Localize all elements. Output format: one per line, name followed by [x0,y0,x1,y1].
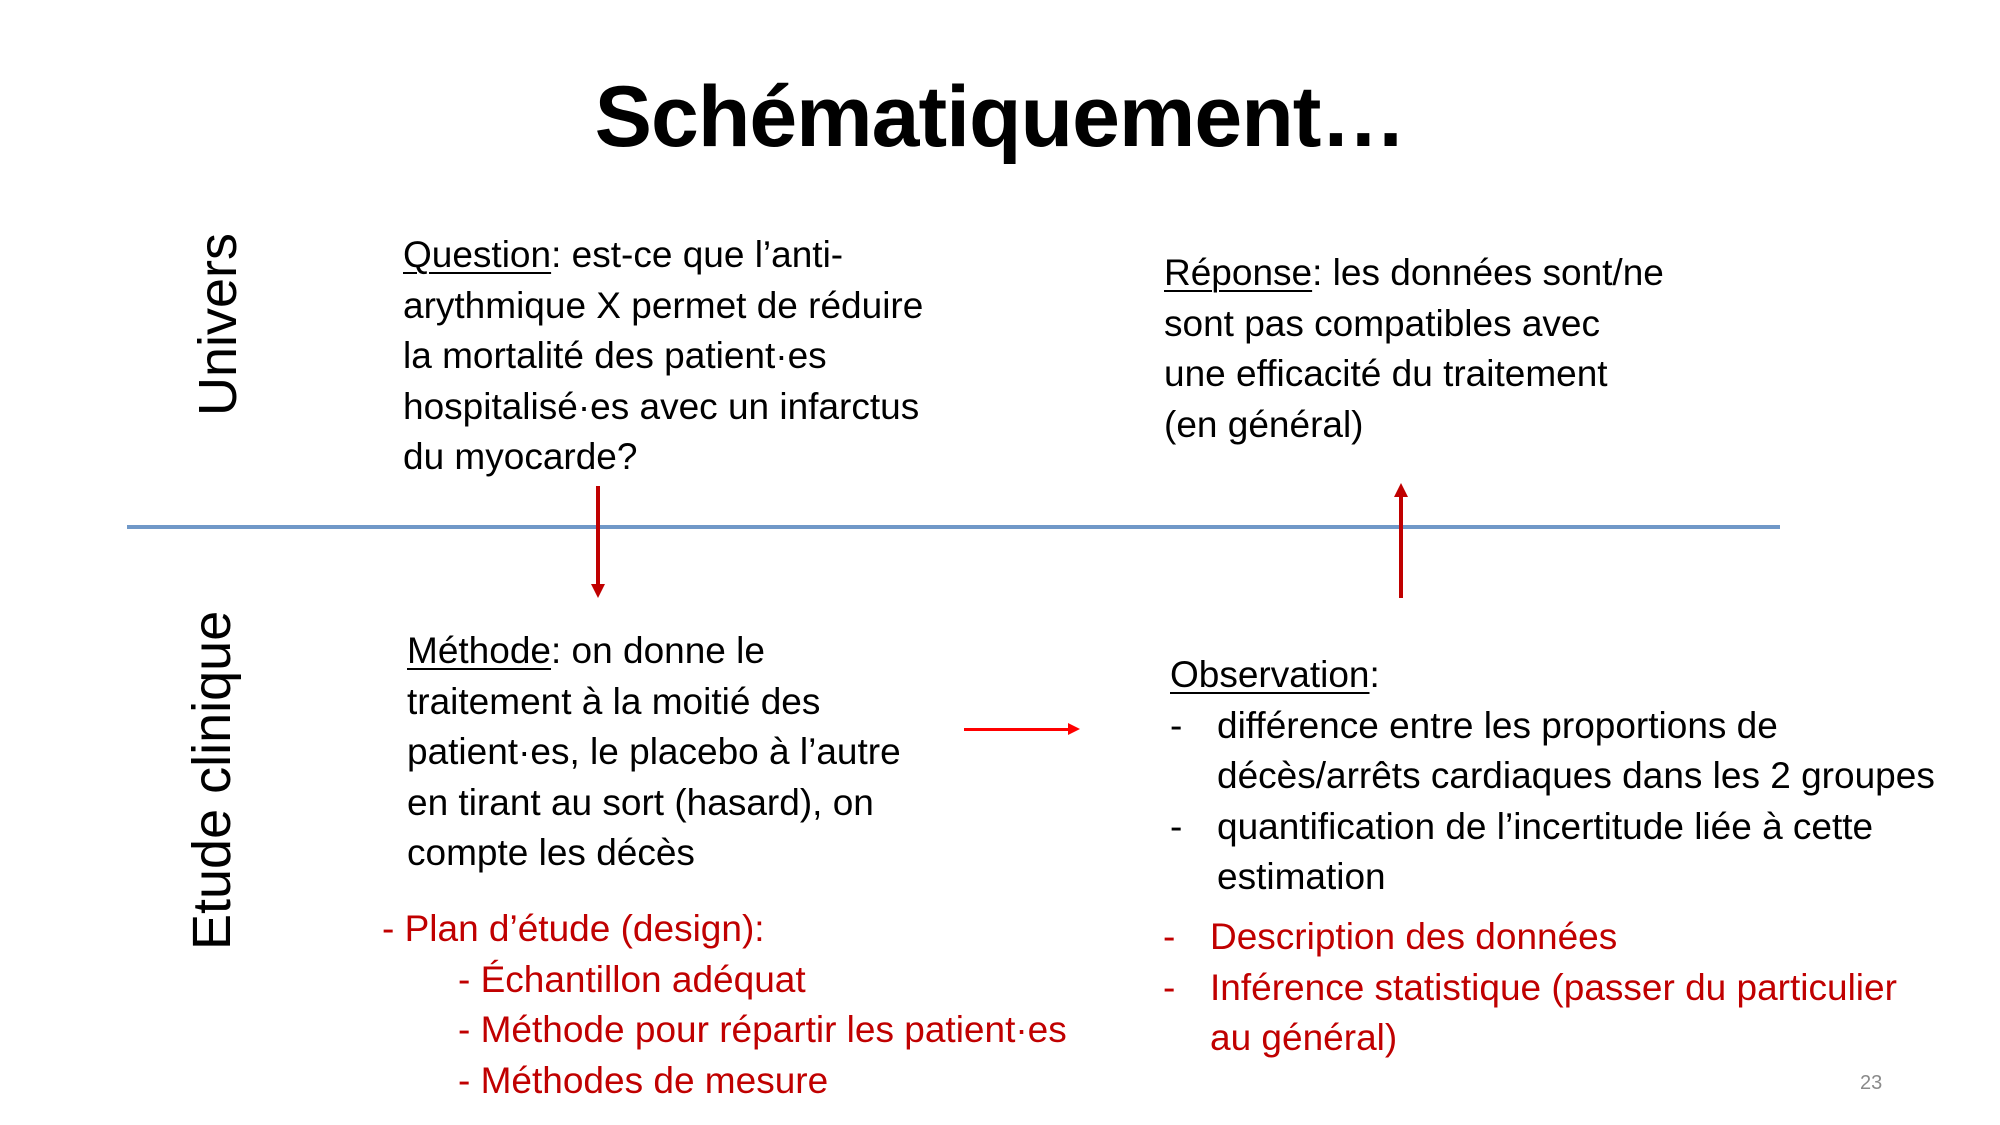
observation-heading-line: Observation: [1170,654,1380,695]
method-heading: Méthode [407,630,551,671]
slide-title: Schématiquement… [594,69,1406,165]
arrow-head-up-icon [1394,483,1408,497]
question-block [403,230,923,483]
method-block [407,626,901,879]
response-line-3: une efficacité du traitement [1164,353,1608,394]
response-line-2: sont pas compatibles avec [1164,302,1601,344]
question-line-2: arythmique X permet de réduire [403,284,924,326]
method-line-5: compte les décès [407,832,695,873]
method-line-2: traitement à la moitié des [407,680,821,722]
analysis-notes [1163,912,1897,1064]
question-line-1: Question: est-ce que l’anti- [403,234,844,275]
design-notes [382,904,1067,1106]
question-line-3: la mortalité des patient·es [403,335,827,376]
method-line-4: en tirant au sort (hasard), on [407,781,874,823]
analysis-bullet-1: - Description des données [1163,916,1618,957]
design-notes-heading: - Plan d’étude (design): [382,908,765,949]
response-line-4: (en général) [1164,403,1364,445]
arrow-head-down-icon [591,584,605,598]
section-label-univers: Univers [188,232,248,416]
analysis-bullet-2: - Inférence statistique (passer du particulier au général) [1163,966,1897,1058]
design-notes-item: - Méthodes de mesure [458,1059,829,1101]
arrow-head-right-icon [1068,723,1080,735]
response-line-1: Réponse: les données sont/ne [1164,252,1664,293]
design-notes-item: - Méthode pour répartir les patient·es [458,1009,1067,1050]
question-line-5: du myocarde? [403,436,638,477]
section-label-etude-clinique: Etude clinique [182,610,242,950]
observation-bullet-2: - quantification de l’incertitude liée à cette estimation [1170,805,1874,897]
observation-block [1170,650,1935,903]
question-heading: Question [403,234,552,275]
observation-heading: Observation [1170,654,1370,695]
univers-etude-divider [127,525,1780,529]
question-line-4: hospitalisé·es avec un infarctus [403,385,920,427]
response-heading: Réponse [1164,252,1313,293]
design-notes-item: - Échantillon adéquat [458,958,806,1000]
response-block [1164,248,1664,450]
method-line-3: patient·es, le placebo à l’autre [407,731,901,772]
page-number: 23 [1860,1072,1883,1094]
method-line-1: Méthode: on donne le [407,630,765,671]
observation-bullet-1: - différence entre les proportions de décès/arrêts cardiaques dans les 2 groupes [1170,704,1935,796]
